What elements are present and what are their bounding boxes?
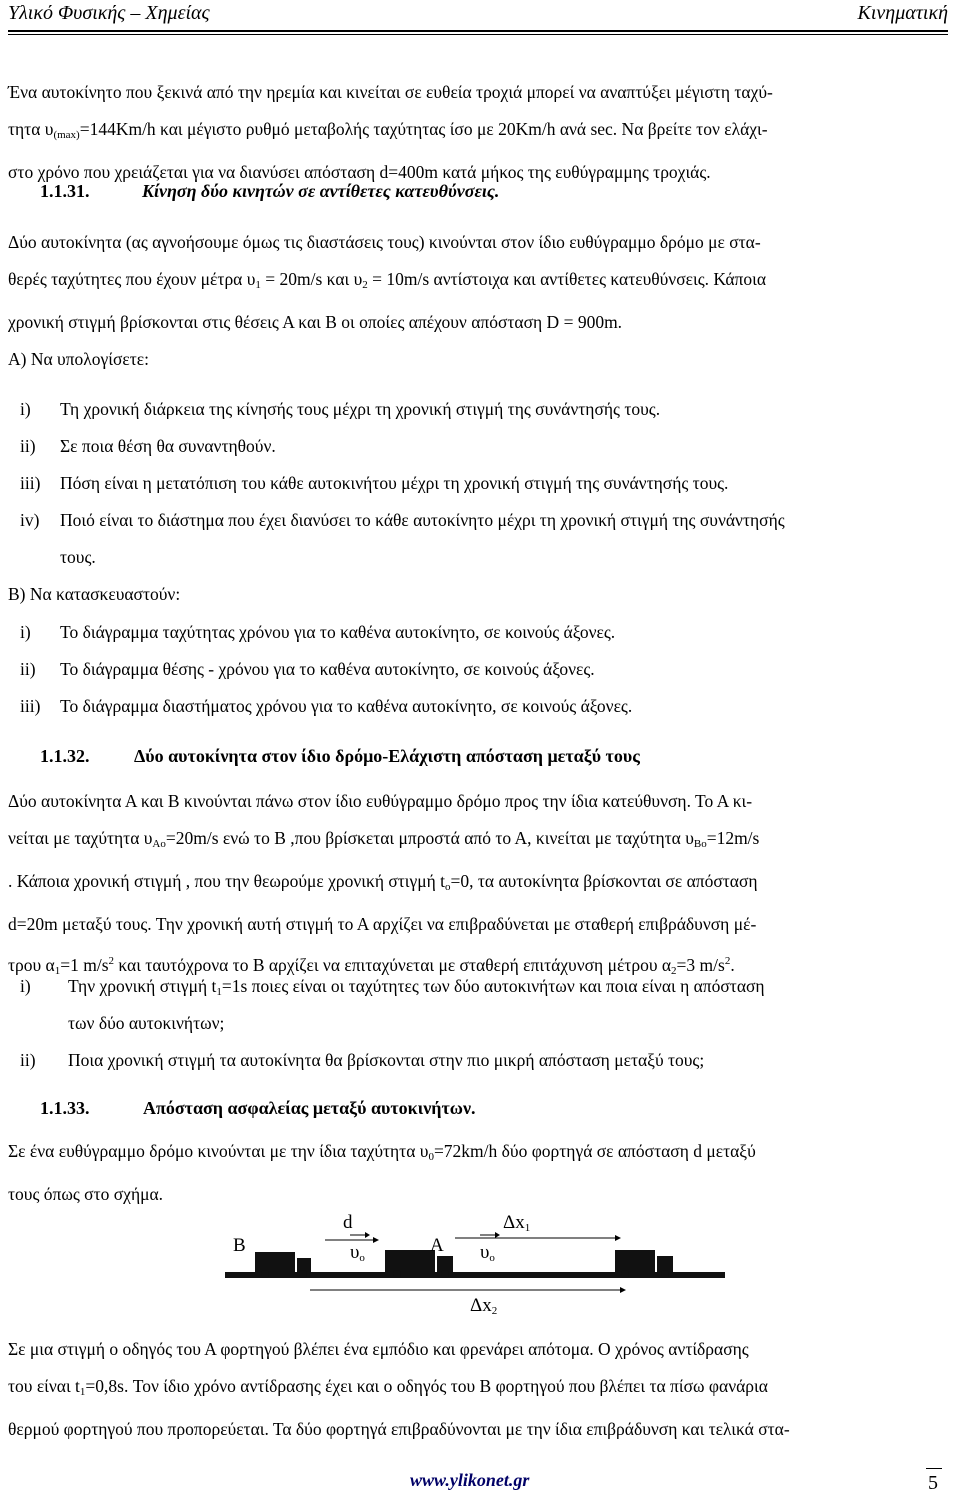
section-31-number: 1.1.31. xyxy=(40,181,90,201)
footer-url[interactable]: www.ylikonet.gr xyxy=(410,1470,530,1490)
text-line: στο χρόνο που χρειάζεται για να διανύσει απόσταση d=400m κατά μήκος της ευθύγραμμης τροχιάς. xyxy=(8,162,711,182)
section-33-title: Απόσταση ασφαλείας μεταξύ αυτοκινήτων. xyxy=(143,1098,476,1118)
intro-paragraph xyxy=(8,74,954,191)
text-line: Δύο αυτοκίνητα Α και Β κινούνται πάνω στον ίδιο ευθύγραμμο δρόμο προς την ίδια κατεύθυνση. Το Α κι- xyxy=(8,791,753,811)
list-item: iii) Το διάγραμμα διαστήματος χρόνου για το καθένα αυτοκίνητο, σε κοινούς άξονες. xyxy=(20,696,633,716)
section-32-paragraph xyxy=(8,783,954,990)
text-line: θερμού φορτηγού που προπορεύεται. Τα δύο φορτηγά επιβραδύνονται με την ίδια επιβράδυνση και τελικά στα- xyxy=(8,1419,790,1439)
text-line: τητα $\upsilon_{(max)}=144Km/h$ και μέγιστο ρυθμό μεταβολής ταχύτητας ίσο με 20Km/h ανά sec. Να βρείτε τον ελάχι- xyxy=(8,119,768,141)
section-31-paragraph xyxy=(8,224,954,378)
text-line: θερές ταχύτητες που έχουν μέτρα $\upsilon_1 = 20m/s$ και $\upsilon_2 = 10m/s$ αντίστοιχα και αντίθετες κατευθύνσεις. Κάποια xyxy=(8,269,767,291)
figure-label-vo-b: $\upsilon_o$ xyxy=(350,1242,365,1264)
section-33-paragraph xyxy=(8,1133,954,1213)
part-a-label: Α) Να υπολογίσετε: xyxy=(8,349,149,369)
header-rule-thin xyxy=(8,34,948,35)
section-33-number: 1.1.33. xyxy=(40,1098,90,1118)
page-header xyxy=(8,0,948,30)
list-item: ii) Το διάγραμμα θέσης - χρόνου για το καθένα αυτοκίνητο, σε κοινούς άξονες. xyxy=(20,659,595,679)
list-item-continuation: των δύο αυτοκινήτων; xyxy=(68,1013,225,1033)
figure-label-dx2: $\Delta x_2$ xyxy=(470,1295,498,1317)
text-line: νείται με ταχύτητα $\upsilon_{Ao}=20m/s$ ενώ το Β ,που βρίσκεται μπροστά από το Α, κινείται με ταχύτητα $\upsilon_{Bo}=12m/s$ xyxy=(8,828,760,850)
figure-label-vo-a: $\upsilon_o$ xyxy=(480,1242,495,1264)
list-item: ii) Ποια χρονική στιγμή τα αυτοκίνητα θα βρίσκονται στην πιο μικρή απόσταση μεταξύ τους; xyxy=(20,1050,705,1070)
header-rule xyxy=(8,30,948,32)
text-line: Ένα αυτοκίνητο που ξεκινά από την ηρεμία και κινείται σε ευθεία τροχιά μπορεί να αναπτύξει μέγιστη ταχύ- xyxy=(8,82,773,102)
section-33-paragraph-2 xyxy=(8,1331,954,1448)
list-item: i) Το διάγραμμα ταχύτητας χρόνου για το καθένα αυτοκίνητο, σε κοινούς άξονες. xyxy=(20,622,616,642)
trucks-figure xyxy=(225,1210,725,1320)
text-line: τους όπως στο σχήμα. xyxy=(8,1184,164,1204)
text-line: Δύο αυτοκίνητα (ας αγνοήσουμε όμως τις διαστάσεις τους) κινούνται στον ίδιο ευθύγραμμο δρόμο με στα- xyxy=(8,232,761,252)
text-line: Σε μια στιγμή ο οδηγός του Α φορτηγού βλέπει ένα εμπόδιο και φρενάρει απότομα. Ο χρόνος αντίδρασης xyxy=(8,1339,749,1359)
section-32-title: Δύο αυτοκίνητα στον ίδιο δρόμο-Ελάχιστη απόσταση μεταξύ τους xyxy=(134,746,640,766)
figure-label-d: d xyxy=(343,1212,353,1233)
part-b-label: Β) Να κατασκευαστούν: xyxy=(8,584,181,604)
figure-label-dx1: $\Delta x_1$ xyxy=(503,1212,531,1234)
list-item: i) Τη χρονική διάρκεια της κίνησής τους μέχρι τη χρονική στιγμή της συνάντησής τους. xyxy=(20,399,661,419)
text-line: τρου $\alpha_1=1$ $m/s^2$ και ταυτόχρονα το Β αρχίζει να επιταχύνεται με σταθερή επιτάχυνση μέτρου $\alpha_2=3$ $m/s^2$. xyxy=(8,955,735,977)
section-31-title: Κίνηση δύο κινητών σε αντίθετες κατευθύνσεις. xyxy=(142,181,500,201)
header-left-title: Υλικό Φυσικής – Χημείας xyxy=(8,2,210,24)
text-line: Σε ένα ευθύγραμμο δρόμο κινούνται με την ίδια ταχύτητα $\upsilon_0=72km/h$ δύο φορτηγά σε απόσταση d μεταξύ xyxy=(8,1141,756,1163)
header-right-title: Κινηματική xyxy=(857,2,948,24)
page-number-rule xyxy=(926,1468,942,1469)
text-line: . Κάποια χρονική στιγμή , που την θεωρούμε χρονική στιγμή $t_o=0$, τα αυτοκίνητα βρίσκονται σε απόσταση xyxy=(8,871,758,893)
list-item: i) Την χρονική στιγμή $t_1=1s$ ποιες είναι οι ταχύτητες των δύο αυτοκινήτων και ποια είναι η απόσταση xyxy=(20,976,765,998)
text-line: του είναι $t_1=0,8s$. Τον ίδιο χρόνο αντίδρασης έχει και ο οδηγός του Β φορτηγού που βλέπει τα πίσω φανάρια xyxy=(8,1376,768,1398)
section-32-number: 1.1.32. xyxy=(40,746,90,766)
list-item-continuation: τους. xyxy=(60,547,96,567)
list-item: iii) Πόση είναι η μετατόπιση του κάθε αυτοκινήτου μέχρι τη χρονική στιγμή της συνάντησής τους. xyxy=(20,473,729,493)
list-item: ii) Σε ποια θέση θα συναντηθούν. xyxy=(20,436,276,456)
text-line: d=20m μεταξύ τους. Την χρονική αυτή στιγμή το Α αρχίζει να επιβραδύνεται με σταθερή επιβράδυνση μέ- xyxy=(8,914,757,934)
text-line: χρονική στιγμή βρίσκονται στις θέσεις Α και Β οι οποίες απέχουν απόσταση D = 900m. xyxy=(8,312,623,332)
list-item: iv) Ποιό είναι το διάστημα που έχει διανύσει το κάθε αυτοκίνητο μέχρι τη χρονική στιγμή της συνάντησής xyxy=(20,510,785,530)
figure-label-a: Α xyxy=(430,1235,444,1256)
figure-label-b: Β xyxy=(233,1235,246,1256)
page-number: 5 xyxy=(928,1472,938,1494)
